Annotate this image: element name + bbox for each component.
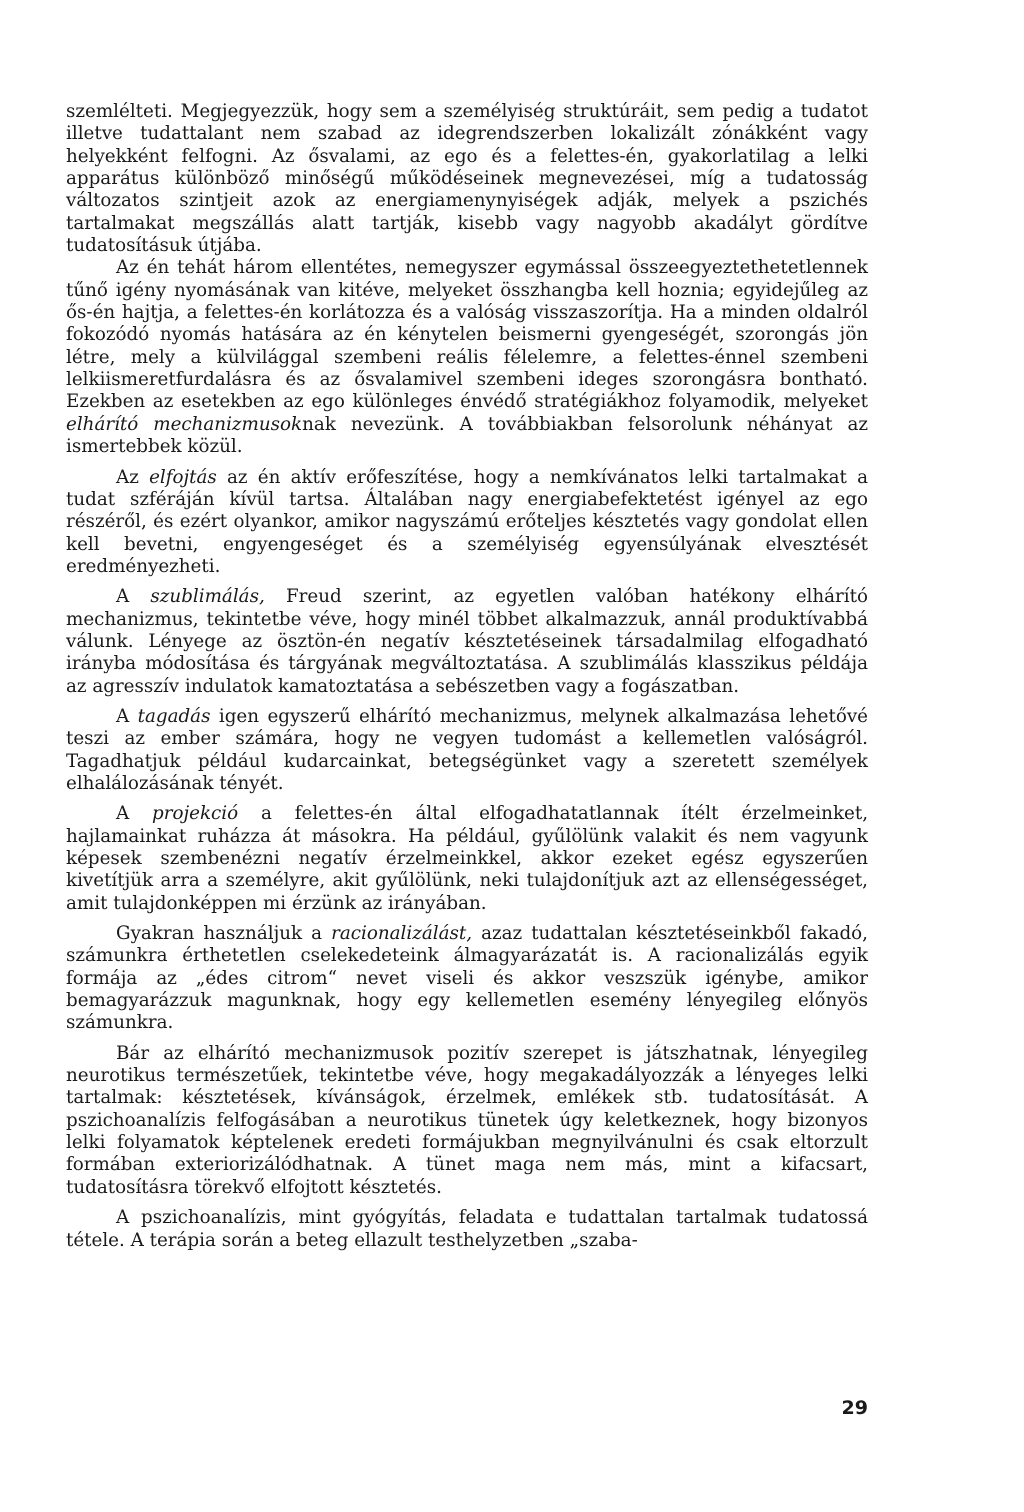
text-run: Gyakran használjuk a	[116, 923, 332, 945]
paragraph-9	[66, 1207, 868, 1252]
paragraph-7	[66, 923, 868, 1035]
paragraph-5	[66, 706, 868, 795]
italic-term: racionalizálást,	[331, 923, 473, 945]
text-run: a felettes-én által elfogadhatatlannak ítélt érzelmeinket, hajlamainkat ruházza át másokra. Ha például, gyűlölünk valakit és nem vagyunk képesek szembenézni negatív érzelmeinkkel, akkor ezeket egész egyszerűen kivetítjük arra a személyre, akit gyűlölünk, neki tulajdonítjuk azt az ellenségességet, amit tulajdonképpen mi érzünk az irányában.	[66, 803, 869, 914]
text-run: igen egyszerű elhárító mechanizmus, melynek alkalmazása lehetővé teszi az ember számára, hogy ne vegyen tudomást a kellemetlen valóságról. Tagadhatjuk például kudarcainkat, betegségünket vagy a szeretett személyek elhalálozásának tényét.	[66, 705, 868, 794]
text-run: Bár az elhárító mechanizmusok pozitív szerepet is játszhatnak, lényegileg neurotikus természetűek, tekintetbe véve, hogy megakadályozzák a lényeges lelki tartalmak: késztetések, kívánságok, érzelmek, emlékek stb. tudatosítását. A pszichoanalízis felfogásában a neurotikus tünetek úgy keletkeznek, hogy bizonyos lelki folyamatok képtelenek eredeti formájukban megnyilvánulni és csak eltorzult formában exteriorizálódhatnak. A tünet maga nem más, mint a kifacsart, tudatosításra törekvő elfojtott késztetés.	[66, 1042, 868, 1198]
italic-term: projekció	[152, 803, 239, 825]
text-run: nak nevezünk. A továbbiakban felsorolunk néhányat az ismertebbek közül.	[66, 413, 869, 458]
italic-term: tagadás	[137, 705, 211, 727]
text-run: A pszichoanalízis, mint gyógyítás, feladata e tudattalan tartalmak tudatossá tétele. A terápia során a beteg ellazult testhelyzetben „szaba-	[66, 1207, 868, 1251]
text-run: A	[116, 705, 138, 727]
italic-term: szublimálás,	[150, 586, 265, 608]
paragraph-8	[66, 1043, 868, 1199]
text-run: az én aktív erőfeszítése, hogy a nemkívánatos lelki tartalmakat a tudat szféráján kívül tartsa. Általában nagy energiabefektetést igényel az ego részéről, és ezért olyankor, amikor nagyszámú erőteljes késztetés vagy gondolat ellen kell bevetni, engyengeséget és a személyiség egyensúlyának elvesztését eredményezheti.	[66, 466, 868, 577]
page-number: 29	[841, 1397, 868, 1419]
paragraph-2	[66, 257, 868, 458]
paragraph-3	[66, 467, 868, 579]
text-run: szemlélteti. Megjegyezzük, hogy sem a személyiség struktúráit, sem pedig a tudatot illetve tudattalant nem szabad az idegrendszerben lokalizált zónákként vagy helyekként felfogni. Az ősvalami, az ego és a felettes-én, gyakorlatilag a lelki apparátus különböző minőségű működéseinek megnevezései, míg a tudatosság változatos szintjeit azok az energiamenynyiségek adják, melyek a pszichés tartalmakat megszállás alatt tartják, kisebb vagy nagyobb akadályt gördítve tudatosításuk útjába.	[66, 101, 868, 257]
italic-term: elhárító mechanizmusok	[66, 413, 303, 435]
text-run: A	[116, 586, 151, 608]
text-run: Az én tehát három ellentétes, nemegyszer egymással összeegyeztethetetlennek tűnő igény nyomásának van kitéve, melyeket összhangba kell hoznia; egyidejűleg az ős-én hajtja, a felettes-én korlátozza és a valóság visszaszorítja. Ha a minden oldalról fokozódó nyomás hatására az én kénytelen beismerni gyengeségét, szorongás jön létre, mely a külvilággal szembeni reális félelemre, a felettes-énnel szembeni lelkiismeretfurdalásra és az ősvalamivel szembeni ideges szorongásra bontható. Ezekben az esetekben az ego különleges énvédő stratégiákhoz folyamodik, melyeket	[66, 257, 868, 413]
paragraph-6	[66, 803, 868, 915]
italic-term: elfojtás	[149, 466, 217, 488]
paragraph-1	[66, 101, 868, 257]
paragraph-4	[66, 586, 868, 698]
text-run: azaz tudattalan késztetéseinkből fakadó, számunkra érthetetlen cselekedeteink álmagyarázatát is. A racionalizálás egyik formája az „édes citrom“ nevet viseli és akkor veszszük igénybe, amikor bemagyarázzuk magunknak, hogy egy kellemetlen esemény lényegileg előnyös számunkra.	[66, 923, 868, 1034]
body-text	[66, 101, 868, 1252]
text-run: Az	[116, 466, 150, 488]
text-run: A	[116, 803, 153, 825]
text-run: Freud szerint, az egyetlen valóban hatékony elhárító mechanizmus, tekintetbe véve, hogy minél többet alkalmazzuk, annál produktívabbá válunk. Lényege az ösztön-én negatív késztetéseinek társadalmilag elfogadható irányba módosítása és tárgyának megváltoztatása. A szublimálás klasszikus példája az agresszív indulatok kamatoztatása a sebészetben vagy a fogászatban.	[66, 586, 868, 697]
